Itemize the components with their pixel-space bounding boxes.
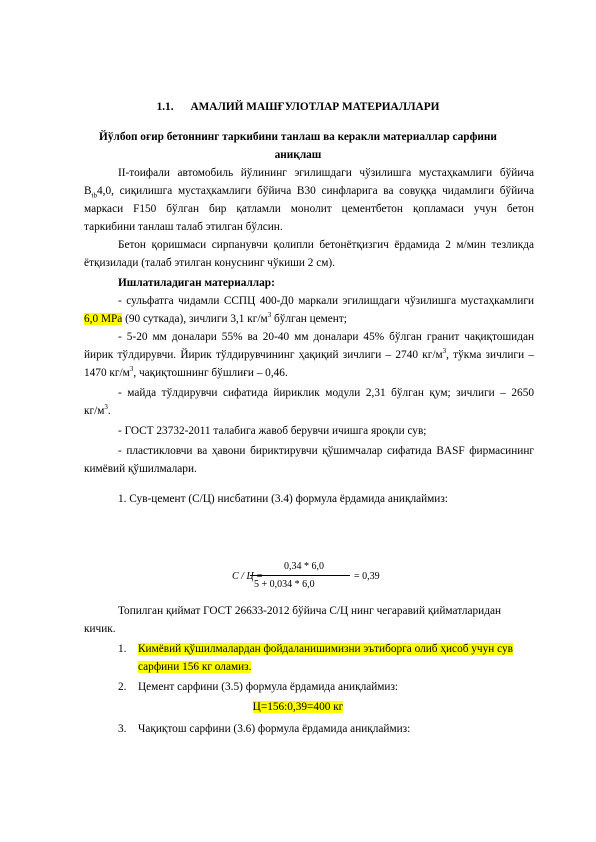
para1-line2: $B_{tb}4,0$, сиқилишга мустаҳкамлиги бўйича B30 синфларига ва совуққа чидамлиги бўйича	[84, 185, 534, 200]
formula-denominator: 5 + 0,034 * 6,0	[254, 579, 315, 590]
material1-line2: 6,0 МРа (90 суткада), зичлиги 3,1 $кг/м^3$ бўлган цемент;	[84, 311, 347, 325]
material1-line1: - сульфатга чидамли ССПЦ 400-Д0 маркали эгилишдаги чўзилишга мустаҳкамлиги	[118, 295, 534, 307]
found-line1: Топилган қиймат ГОСТ 26633-2012 бўйича С/Ц нинг чегаравий қийматларидан	[118, 605, 502, 617]
para2-line2: ётқизилади (талаб этилган конуснинг чўкиши 2 см).	[84, 257, 335, 269]
section-heading: 1.1. АМАЛИЙ МАШҒУЛОТЛАР МАТЕРИАЛЛАРИ	[156, 101, 440, 113]
found-line2: кичик.	[84, 623, 116, 635]
formula-lhs: С / Ц =	[232, 571, 263, 582]
formula-result: = 0,39	[354, 571, 380, 582]
para1-line1: II-тоифали автомобиль йўлининг эгилишдаги чўзилишга мустаҳкамлиги бўйича	[118, 167, 534, 179]
list-item-3-text: Чақиқтош сарфини (3.6) формула ёрдамида аниқлаймиз:	[138, 723, 411, 735]
material2-line3: 1470 $кг/м^3$, чақиқтошнинг бўшлиғи – 0,46.	[84, 365, 288, 379]
para1-line4: таркибини танлаш талаб этилган бўлсин.	[84, 221, 283, 233]
step1-text: 1. Сув-цемент (С/Ц) нисбатини (3.4) формула ёрдамида аниқлаймиз:	[118, 493, 448, 505]
list-item-1-number: 1.	[118, 643, 127, 655]
para1-line3: маркаси F150 бўлган бир қатламли монолит цементбетон қопламаси учун бетон	[84, 203, 534, 215]
formula-numerator: 0,34 * 6,0	[284, 561, 324, 572]
material3-line1: - майда тўлдирувчи сифатида йириклик модули 2,31 бўлган қум; зичлиги – 2650	[118, 387, 534, 399]
list-item-2-text: Цемент сарфини (3.5) формула ёрдамида аниқлаймиз:	[138, 681, 399, 693]
material5-line1: - пластикловчи ва ҳавони бириктирувчи қўшимчалар сифатида BASF фирмасининг	[118, 445, 534, 457]
highlight-strength: 6,0 МРа	[84, 313, 123, 325]
list-item-2-number: 2.	[118, 681, 127, 693]
subtitle-line-1: Йўлбоп оғир бетоннинг таркибини танлаш ва керакли материаллар сарфини	[99, 131, 497, 143]
material2-line2: йирик тўлдирувчи. Йирик тўлдирувчининг ҳақиқий зичлиги – 2740 $кг/м^3$, тўкма зичлиги –	[84, 347, 534, 361]
para2-line1: Бетон қоришмаси сирпанувчи қолипли бетонётқизгич ёрдамида 2 м/мин тезликда	[118, 239, 534, 251]
material4-line1: - ГОСТ 23732-2011 талабига жавоб берувчи ичишга яроқли сув;	[118, 425, 427, 437]
materials-heading: Ишлатиладиган материаллар:	[118, 277, 275, 289]
list-item-1-line2: сарфини 156 кг оламиз.	[138, 661, 252, 673]
formula-fraction-bar	[250, 575, 350, 576]
material2-line1: - 5-20 мм доналари 55% ва 20-40 мм доналари 45% бўлган гранит чақиқтошидан	[118, 331, 534, 343]
list-item-1-line1: Кимёвий қўшилмалардан фойдаланишимизни эътиборга олиб ҳисоб учун сув	[138, 643, 513, 655]
subtitle-line-2: аниқлаш	[274, 149, 322, 161]
material3-line2: $кг/м^3$.	[84, 403, 111, 417]
material5-line2: кимёвий қўшилмалари.	[84, 463, 197, 475]
list-item-3-number: 3.	[118, 723, 127, 735]
cement-result: Ц=156:0,39=400 кг	[252, 701, 344, 713]
